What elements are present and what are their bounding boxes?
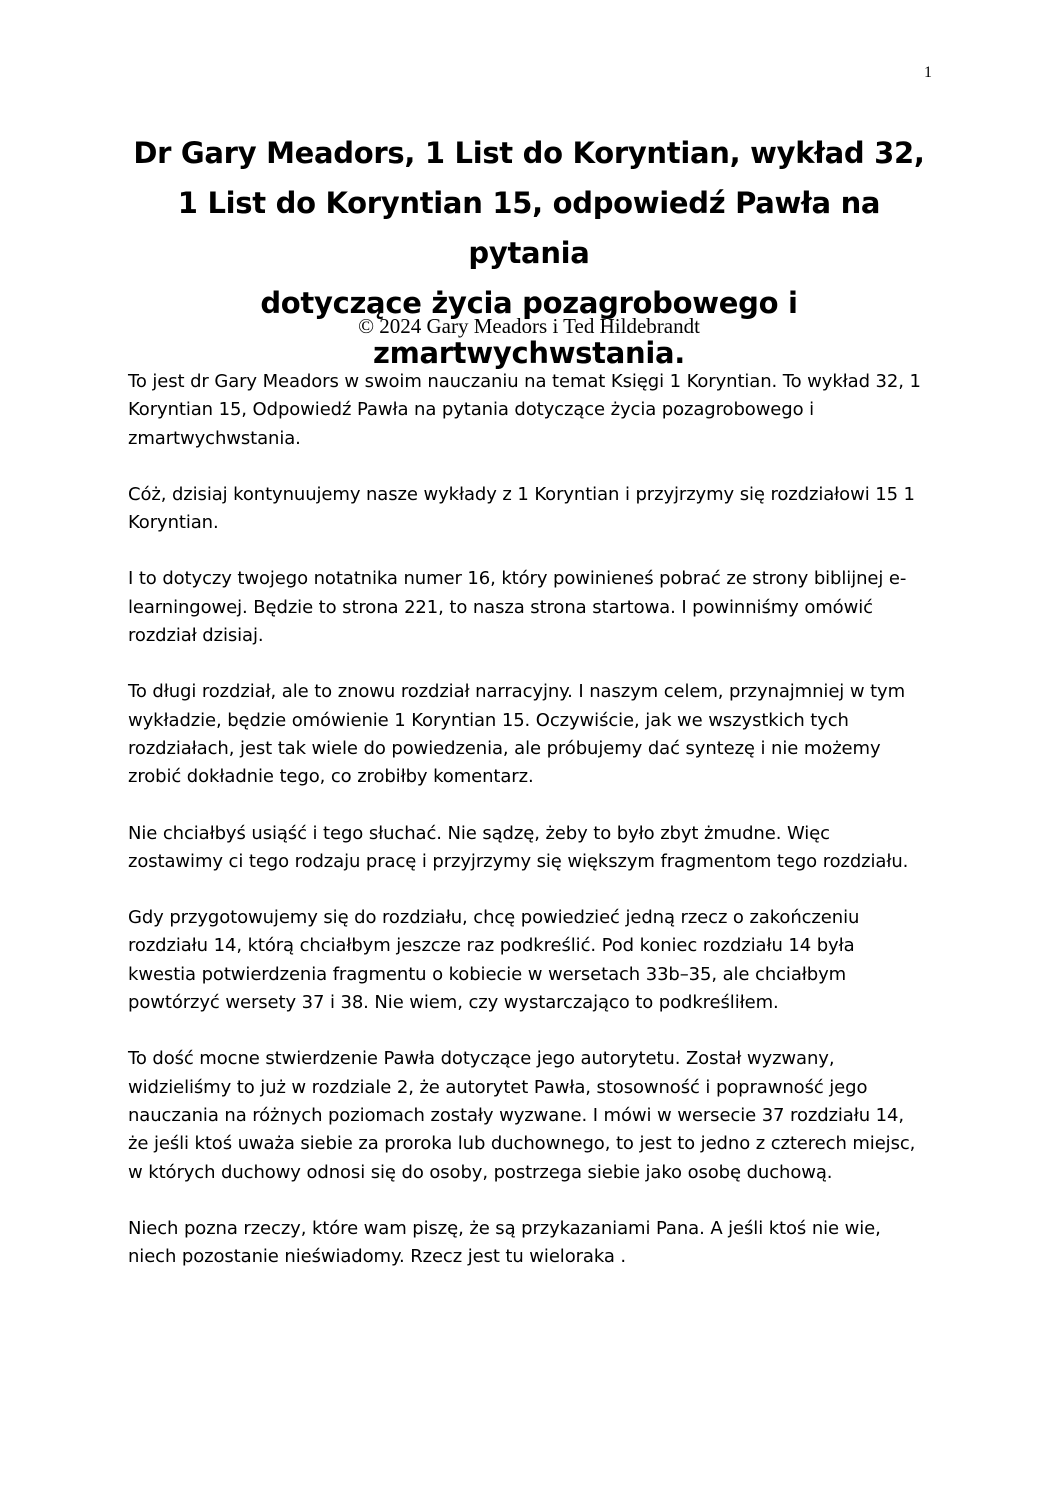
- document-body: [128, 368, 928, 1299]
- paragraph: Cóż, dzisiaj kontynuujemy nasze wykłady z 1 Koryntian i przyjrzymy się rozdziałowi 15 1 Koryntian.: [128, 483, 915, 534]
- paragraph: To dość mocne stwierdzenie Pawła dotyczące jego autorytetu. Został wyzwany, widzieliśmy to już w rozdziale 2, że autorytet Pawła, stosowność i poprawność jego nauczania na różnych poziomach zostały wyzwane. I mówi w wersecie 37 rozdziału 14, że jeśli ktoś uważa siebie za proroka lub duchownego, to jest to jedno z czterech miejsc, w których duchowy odnosi się do osoby, postrzega siebie jako osobę duchową.: [128, 1048, 916, 1183]
- paragraph: To długi rozdział, ale to znowu rozdział narracyjny. I naszym celem, przynajmniej w tym wykładzie, będzie omówienie 1 Koryntian 15. Oczywiście, jak we wszystkich tych rozdziałach, jest tak wiele do powiedzenia, ale próbujemy dać syntezę i nie możemy zrobić dokładnie tego, co zrobiłby komentarz.: [128, 681, 906, 788]
- title-line: dotyczące życia pozagrobowego i: [260, 286, 798, 320]
- document-title: [120, 128, 938, 378]
- page-number: 1: [924, 64, 932, 81]
- paragraph: Gdy przygotowujemy się do rozdziału, chcę powiedzieć jedną rzecz o zakończeniu rozdziału 14, którą chciałbym jeszcze raz podkreślić. Pod koniec rozdziału 14 była kwestia potwierdzenia fragmentu o kobiecie w wersetach 33b–35, ale chciałbym powtórzyć wersety 37 i 38. Nie wiem, czy wystarczająco to podkreśliłem.: [128, 907, 860, 1014]
- paragraph: To jest dr Gary Meadors w swoim nauczaniu na temat Księgi 1 Koryntian. To wykład 32, 1 Koryntian 15, Odpowiedź Pawła na pytania dotyczące życia pozagrobowego i zmartwychwstania.: [128, 371, 921, 449]
- title-line: Dr Gary Meadors, 1 List do Koryntian, wykład 32,: [133, 136, 925, 170]
- paragraph: Niech pozna rzeczy, które wam piszę, że są przykazaniami Pana. A jeśli ktoś nie wie, niech pozostanie nieświadomy. Rzecz jest tu wieloraka .: [128, 1217, 881, 1268]
- paragraph: I to dotyczy twojego notatnika numer 16, który powinieneś pobrać ze strony biblijnej e-learningowej. Będzie to strona 221, to nasza strona startowa. I powinniśmy omówić rozdział dzisiaj.: [128, 568, 907, 647]
- copyright-notice: © 2024 Gary Meadors i Ted Hildebrandt: [358, 314, 700, 338]
- title-line: zmartwychwstania.: [373, 336, 685, 370]
- paragraph: Nie chciałbyś usiąść i tego słuchać. Nie sądzę, żeby to było zbyt żmudne. Więc zostawimy ci tego rodzaju pracę i przyjrzymy się większym fragmentom tego rozdziału.: [128, 822, 909, 872]
- title-line: 1 List do Koryntian 15, odpowiedź Pawła na pytania: [177, 186, 881, 270]
